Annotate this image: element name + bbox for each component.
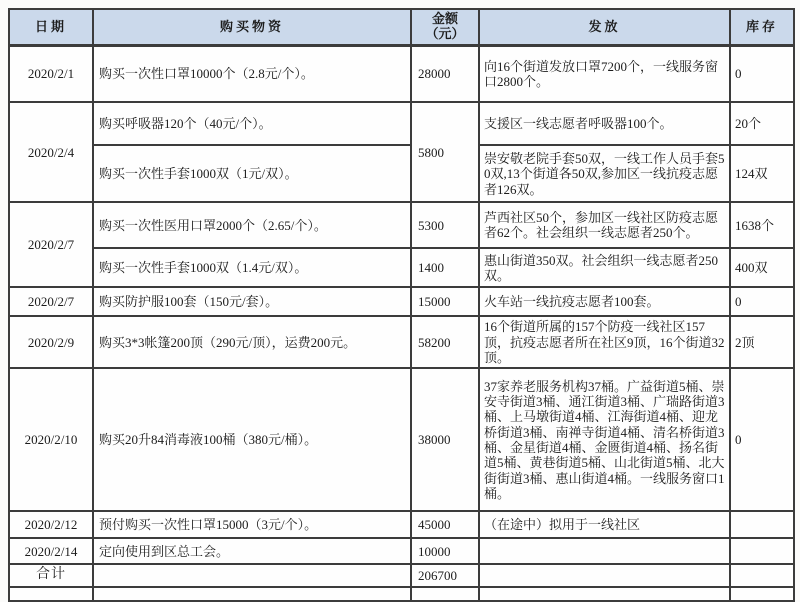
distribution-cell: 火车站一线抗疫志愿者100套。 (479, 287, 730, 316)
stock-cell: 2顶 (730, 316, 794, 368)
item-cell: 购买20升84消毒液100桶（380元/桶）。 (93, 368, 411, 511)
amount-cell: 58200 (411, 316, 479, 368)
total-row (9, 564, 794, 587)
item-cell (93, 564, 411, 587)
col-header-date: 日期 (9, 9, 93, 45)
table-row (9, 248, 794, 287)
distribution-cell: 芦西社区50个，参加区一线社区防疫志愿者62个。社会组织一线志愿者250个。 (479, 202, 730, 248)
table-row (9, 202, 794, 248)
table-row (9, 538, 794, 564)
table-row (9, 145, 794, 202)
item-cell: 定向使用到区总工会。 (93, 538, 411, 564)
table-row (9, 102, 794, 145)
date-cell: 2020/2/10 (9, 368, 93, 511)
distribution-cell (479, 564, 730, 587)
stock-cell: 0 (730, 45, 794, 102)
table-row (9, 45, 794, 102)
amount-cell: 28000 (411, 45, 479, 102)
item-cell: 购买防护服100套（150元/套）。 (93, 287, 411, 316)
stock-cell: 124双 (730, 145, 794, 202)
table-row (9, 368, 794, 511)
col-header-distribution: 发放 (479, 9, 730, 45)
amount-cell: 10000 (411, 538, 479, 564)
stock-cell (730, 538, 794, 564)
col-header-amount (411, 9, 479, 45)
date-cell: 2020/2/9 (9, 316, 93, 368)
table-row (9, 287, 794, 316)
date-cell: 2020/2/7 (9, 287, 93, 316)
stock-cell: 400双 (730, 248, 794, 287)
date-cell: 2020/2/14 (9, 538, 93, 564)
distribution-cell (479, 587, 730, 601)
partial-clipped-row (9, 587, 794, 601)
amount-cell: 1400 (411, 248, 479, 287)
item-cell: 购买一次性医用口罩2000个（2.65/个）。 (93, 202, 411, 248)
table-row (9, 316, 794, 368)
distribution-cell: 向16个街道发放口罩7200个，一线服务窗口2800个。 (479, 45, 730, 102)
distribution-cell: 惠山街道350双。社会组织一线志愿者250双。 (479, 248, 730, 287)
table-row (9, 511, 794, 538)
col-header-stock: 库存 (730, 9, 794, 45)
item-cell: 购买呼吸器120个（40元/个）。 (93, 102, 411, 145)
amount-cell (411, 587, 479, 601)
purchase-log-table (8, 8, 795, 602)
amount-header-line1: 金额 (431, 11, 458, 26)
amount-cell: 45000 (411, 511, 479, 538)
item-cell: 购买一次性口罩10000个（2.8元/个）。 (93, 45, 411, 102)
date-cell: 2020/2/4 (9, 102, 93, 202)
distribution-cell (479, 538, 730, 564)
item-cell: 购买3*3帐篷200顶（290元/顶），运费200元。 (93, 316, 411, 368)
amount-header-line2: （元） (425, 25, 465, 41)
stock-cell (730, 587, 794, 601)
col-header-items: 购买物资 (93, 9, 411, 45)
header-row (9, 9, 794, 45)
distribution-cell: 16个街道所属的157个防疫一线社区157顶，抗疫志愿者所在社区9顶，16个街道32顶。 (479, 316, 730, 368)
stock-cell: 1638个 (730, 202, 794, 248)
date-cell: 2020/2/1 (9, 45, 93, 102)
item-cell (93, 587, 411, 601)
amount-cell: 5300 (411, 202, 479, 248)
date-cell (9, 587, 93, 601)
stock-cell (730, 511, 794, 538)
total-label-cell: 合计 (9, 564, 93, 587)
stock-cell: 20个 (730, 102, 794, 145)
amount-cell: 38000 (411, 368, 479, 511)
item-cell: 预付购买一次性口罩15000（3元/个）。 (93, 511, 411, 538)
distribution-cell: 崇安敬老院手套50双，一线工作人员手套50双,13个街道各50双,参加区一线抗疫志愿者126双。 (479, 145, 730, 202)
stock-cell: 0 (730, 287, 794, 316)
date-cell: 2020/2/7 (9, 202, 93, 287)
date-cell: 2020/2/12 (9, 511, 93, 538)
amount-cell: 15000 (411, 287, 479, 316)
stock-cell (730, 564, 794, 587)
stock-cell: 0 (730, 368, 794, 511)
distribution-cell: （在途中）拟用于一线社区 (479, 511, 730, 538)
item-cell: 购买一次性手套1000双（1.4元/双）。 (93, 248, 411, 287)
distribution-cell: 37家养老服务机构37桶。广益街道5桶、崇安寺街道3桶、通江街道3桶、广瑞路街道3桶、上马墩街道4桶、江海街道4桶、迎龙桥街道3桶、南禅寺街道4桶、清名桥街道3桶、金星街道4桶、金匮街道4桶、扬名街道5桶、黄巷街道5桶、山北街道5桶、北大街街道3桶、惠山街道4桶。一线服务窗口1桶。 (479, 368, 730, 511)
item-cell: 购买一次性手套1000双（1元/双）。 (93, 145, 411, 202)
amount-cell: 5800 (411, 102, 479, 202)
distribution-cell: 支援区一线志愿者呼吸器100个。 (479, 102, 730, 145)
total-amount-cell: 206700 (411, 564, 479, 587)
